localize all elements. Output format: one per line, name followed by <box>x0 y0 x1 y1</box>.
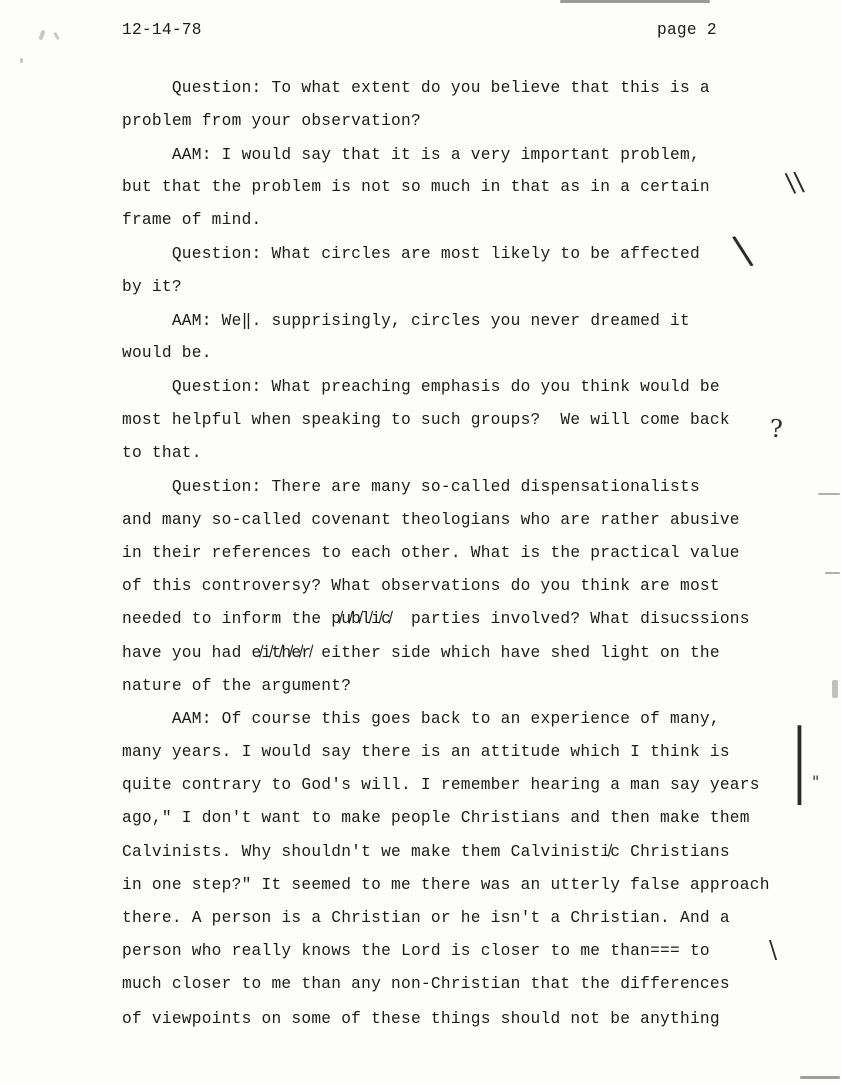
text-line: AAM: We‖. supprisingly, circles you never dreamed it <box>122 312 690 330</box>
text-line: have you had e̸i̸t̸h̸e̸r̸ either side which have shed light on the <box>122 644 720 662</box>
scan-mark <box>818 493 840 495</box>
scan-mark <box>560 0 710 3</box>
text-line: AAM: I would say that it is a very important problem, <box>122 146 700 164</box>
text-line: Question: To what extent do you believe that this is a <box>122 79 710 97</box>
text-line: in one step?" It seemed to me there was an utterly false approach <box>122 876 770 894</box>
text-line: ago," I don't want to make people Christians and then make them <box>122 809 750 827</box>
text-line: Question: There are many so-called dispensationalists <box>122 478 700 496</box>
page-number: page 2 <box>657 21 717 39</box>
text-line: of this controversy? What observations do you think are most <box>122 577 720 595</box>
text-line: AAM: Of course this goes back to an experience of many, <box>122 710 720 728</box>
scan-mark <box>53 32 60 40</box>
margin-mark: | <box>791 712 808 805</box>
text-line: Question: What preaching emphasis do you think would be <box>122 378 720 396</box>
scan-mark <box>38 30 45 41</box>
text-line: would be. <box>122 344 212 362</box>
margin-mark: \\ <box>783 166 806 200</box>
document-date: 12-14-78 <box>122 21 202 39</box>
text-line: to that. <box>122 444 202 462</box>
text-line: quite contrary to God's will. I remember hearing a man say years <box>122 776 760 794</box>
text-line: most helpful when speaking to such groups? We will come back <box>122 411 730 429</box>
text-line: in their references to each other. What is the practical value <box>122 544 740 562</box>
margin-mark: \ <box>730 227 756 275</box>
scan-mark <box>800 1076 840 1079</box>
scan-mark <box>825 572 840 574</box>
text-line: nature of the argument? <box>122 677 352 695</box>
text-line: of viewpoints on some of these things should not be anything <box>122 1010 720 1028</box>
text-line: frame of mind. <box>122 211 262 229</box>
text-line: but that the problem is not so much in that as in a certain <box>122 178 710 196</box>
text-line: many years. I would say there is an attitude which I think is <box>122 743 730 761</box>
margin-mark: \ <box>769 936 778 964</box>
scan-mark <box>20 58 23 63</box>
text-line: person who really knows the Lord is closer to me than=== to <box>122 942 710 960</box>
scan-mark <box>832 680 838 698</box>
text-line: much closer to me than any non-Christian that the differences <box>122 975 730 993</box>
text-line: needed to inform the p̸u̸b̸l̸i̸c̸ parties involved? What disucssions <box>122 610 750 628</box>
margin-mark: ? <box>770 415 783 443</box>
text-line: and many so-called covenant theologians who are rather abusive <box>122 511 740 529</box>
margin-mark: " <box>812 772 820 791</box>
text-line: there. A person is a Christian or he isn't a Christian. And a <box>122 909 730 927</box>
text-line: Calvinists. Why shouldn't we make them Calvinisti̸c Christians <box>122 843 730 861</box>
text-line: by it? <box>122 278 182 296</box>
text-line: Question: What circles are most likely to be affected <box>122 245 700 263</box>
text-line: problem from your observation? <box>122 112 421 130</box>
